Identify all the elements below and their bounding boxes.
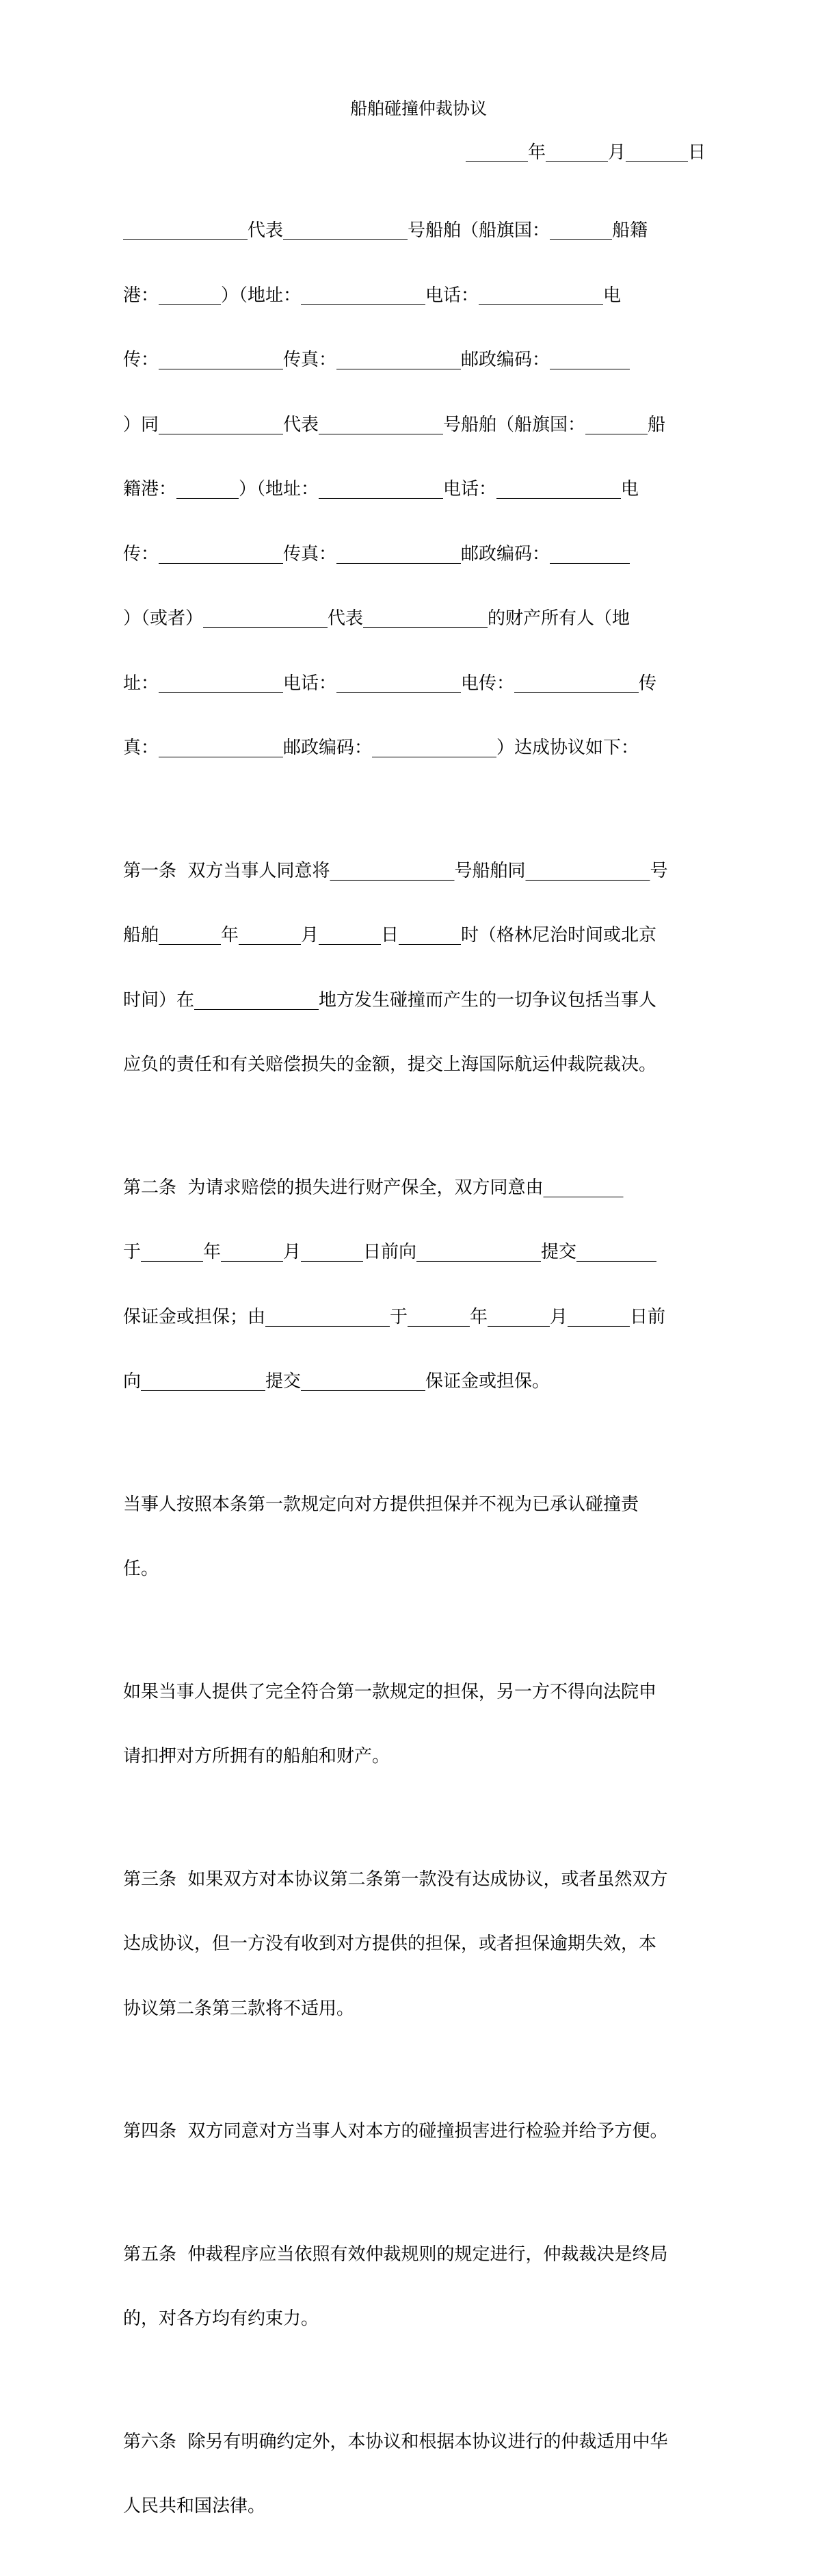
parties-paragraph — [123, 177, 704, 803]
text-line: 传：______________传真：______________邮政编码：_________ — [123, 350, 630, 370]
text-line: 真：______________邮政编码：______________）达成协议如下： — [123, 738, 639, 758]
article-5 — [123, 2201, 704, 2373]
text-line: 人民共和国法律。 — [123, 2496, 266, 2516]
text-line: 协议第二条第三款将不适用。 — [123, 1998, 355, 2019]
text-line: 请扣押对方所拥有的船舶和财产。 — [123, 1746, 390, 1767]
date-line: _______年_______月_______日 — [465, 142, 706, 163]
text-line: 第一条 双方当事人同意将______________号船舶同______________号 — [123, 860, 668, 881]
text-line: 于_______年_______月_______日前向______________提交_________ — [123, 1242, 657, 1262]
text-line: 达成协议，但一方没有收到对方提供的担保，或者担保逾期失效，本 — [123, 1934, 657, 1954]
text-line: 如果当事人提供了完全符合第一款规定的担保，另一方不得向法院申 — [123, 1681, 657, 1702]
text-line: 第五条 仲裁程序应当依照有效仲裁规则的规定进行，仲裁裁决是终局 — [123, 2243, 668, 2265]
text-line: 应负的责任和有关赔偿损失的金额，提交上海国际航运仲裁院裁决。 — [123, 1054, 657, 1075]
text-line: 船舶_______年_______月_______日_______时（格林尼治时间或北京 — [123, 925, 657, 946]
text-line: 保证金或担保；由______________于_______年_______月_______日前 — [123, 1306, 666, 1327]
text-line: 第二条 为请求赔偿的损失进行财产保全，双方同意由_________ — [123, 1177, 624, 1198]
article-6 — [123, 2389, 704, 2561]
text-line: ）同______________代表______________号船舶（船旗国：_______船 — [123, 414, 666, 435]
text-line: 当事人按照本条第一款规定向对方提供担保并不视为已承认碰撞责 — [123, 1494, 639, 1515]
text-line: 第三条 如果双方对本协议第二条第一款没有达成协议，或者虽然双方 — [123, 1869, 668, 1890]
document-title: 船舶碰撞仲裁协议 — [349, 99, 487, 118]
article-3 — [123, 1826, 704, 2064]
text-line: 向______________提交______________保证金或担保。 — [123, 1371, 550, 1392]
text-line: 任。 — [123, 1559, 159, 1579]
text-line: 传：______________传真：______________邮政编码：_________ — [123, 543, 630, 564]
text-line: 港：_______）（地址：______________电话：______________电 — [123, 285, 622, 306]
text-line: ______________代表______________号船舶（船旗国：_______船籍 — [123, 220, 648, 241]
article-4 — [123, 2078, 704, 2186]
text-line: 时间）在______________地方发生碰撞而产生的一切争议包括当事人 — [123, 989, 657, 1011]
text-line: 址：______________电话：______________电传：______________传 — [123, 673, 657, 694]
text-line: 第六条 除另有明确约定外，本协议和根据本协议进行的仲裁适用中华 — [123, 2431, 668, 2452]
article-2-paragraph-3 — [123, 1639, 704, 1811]
document-body — [123, 177, 704, 2576]
article-1 — [123, 818, 704, 1119]
text-line: 的，对各方均有约束力。 — [123, 2308, 319, 2329]
article-2 — [123, 1134, 704, 1436]
text-line: 籍港：_______）（地址：______________电话：______________电 — [123, 479, 639, 499]
article-2-paragraph-2 — [123, 1451, 704, 1624]
text-line: 第四条 双方同意对方当事人对本方的碰撞损害进行检验并给予方便。 — [123, 2121, 668, 2142]
text-line: ）（或者）______________代表______________的财产所有人（地 — [123, 608, 630, 629]
